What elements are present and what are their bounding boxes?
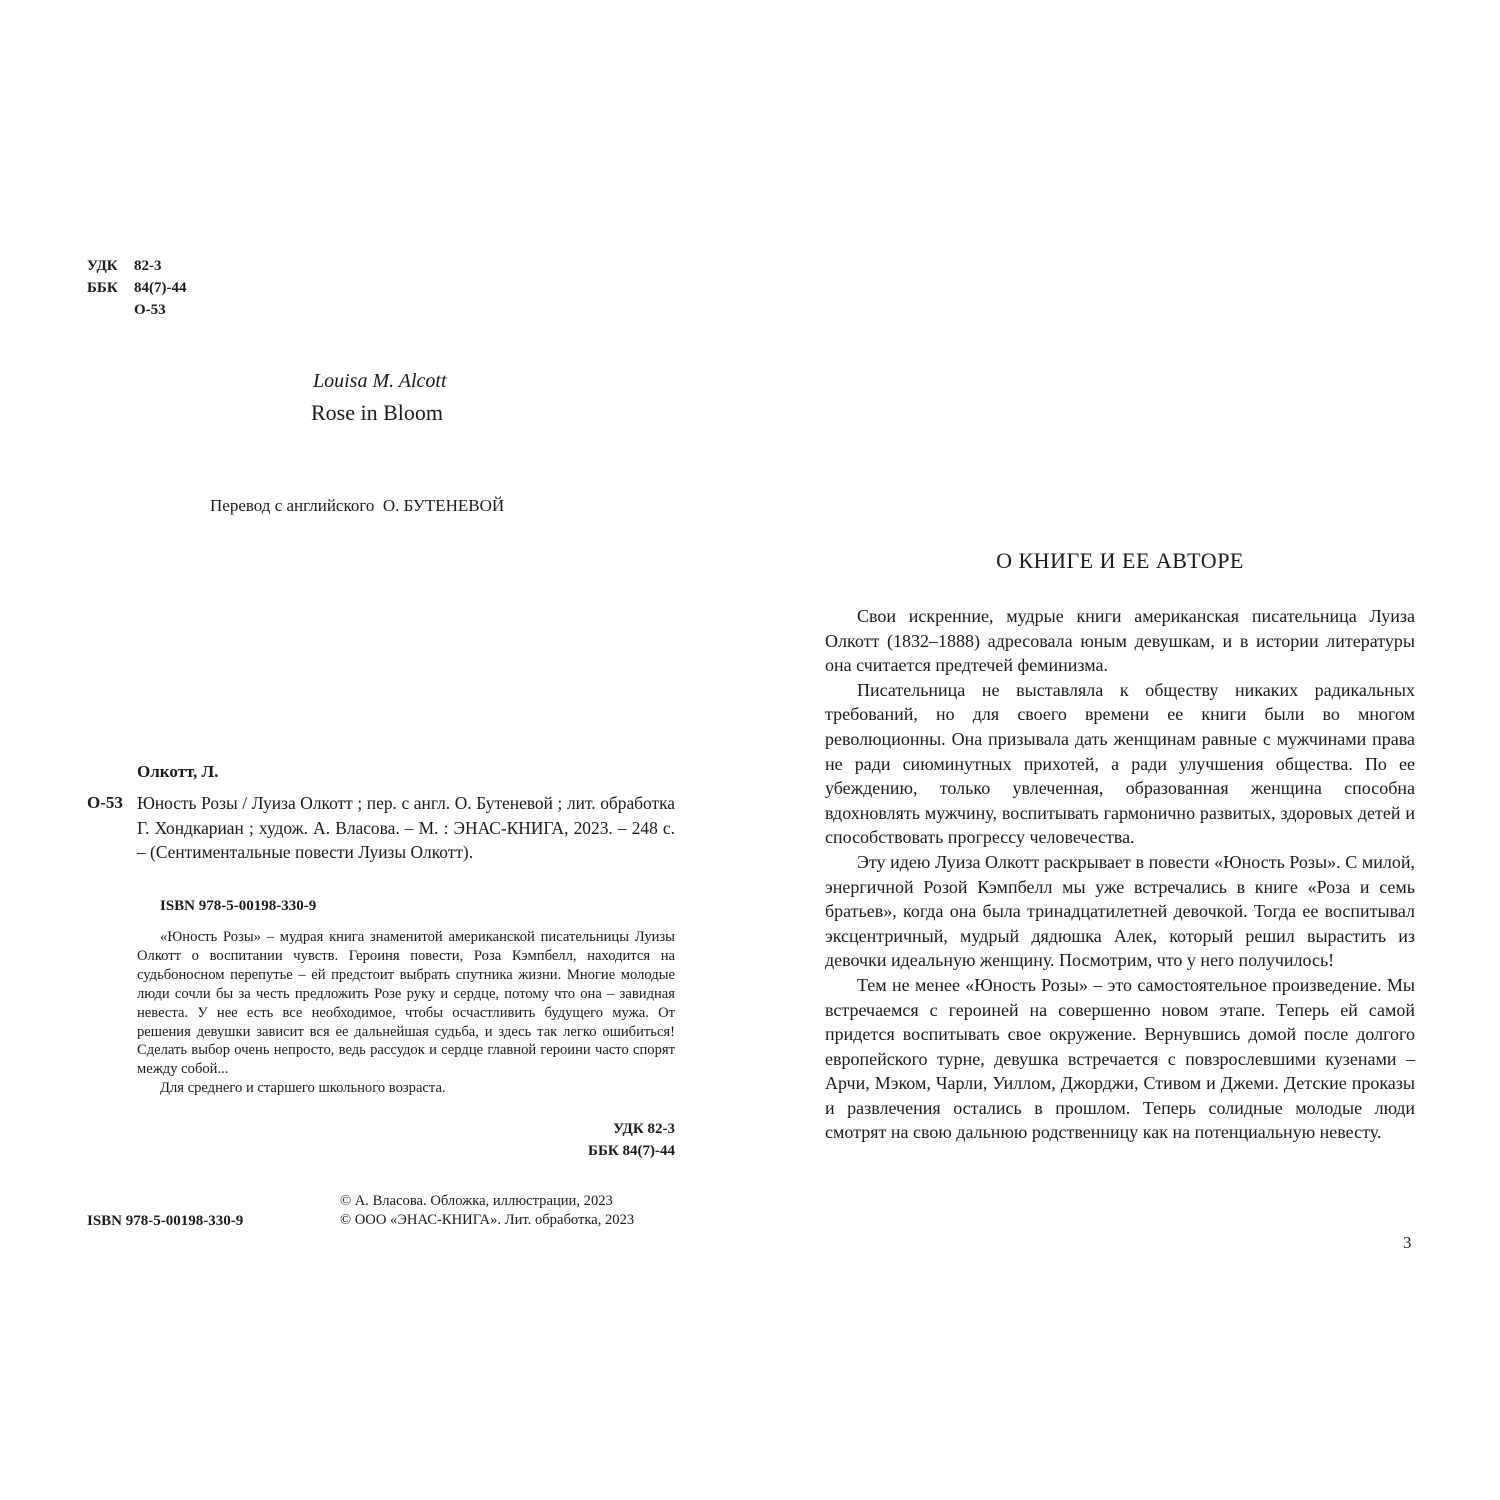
- bbk-value: 84(7)-44: [134, 280, 187, 296]
- body-paragraph: Свои искренние, мудрые книги американская писательница Луиза Олкотт (1832–1888) адресовала юным девушкам, и в истории литературы она считается предтечей феминизма.: [825, 606, 1415, 676]
- body-paragraph: Эту идею Луиза Олкотт раскрывает в повести «Юность Розы». С милой, энергичной Розой Кэмпбелл мы уже встречались в книге «Роза и семь братьев», когда она была тринадцатилетней девочкой. Тогда ее воспитывал эксцентричный, мудрый дядюшка Алек, который решил вырастить из девочки идеальную женщину. Посмотрим, что у него получилось!: [825, 851, 1415, 971]
- original-title: Rose in Bloom: [311, 400, 444, 425]
- card-isbn: ISBN 978-5-00198-330-9: [160, 898, 317, 914]
- chapter-heading: О КНИГЕ И ЕЕ АВТОРЕ: [996, 548, 1244, 573]
- card-audience: Для среднего и старшего школьного возраста.: [160, 1080, 446, 1097]
- card-annotation: «Юность Розы» – мудрая книга знаменитой американской писательницы Луизы Олкотт о воспитании чувств. Героиня повести, Роза Кэмпбелл, находится на судьбоносном перепутье – ей предстоит выбрать спутника жизни. Многие молодые люди сочли бы за честь предложить Розе руку и сердце, потому что она – завидная невеста. У нее есть все необходимое, чтобы осчастливить будущего мужа. От решения девушки зависит вся ее дальнейшая судьба, и здесь так легко ошибиться! Сделать выбор очень непросто, ведь рассудок и сердце главной героини часто спорят между собой...: [137, 929, 675, 1078]
- copyright-line: © А. Власова. Обложка, иллюстрации, 2023: [340, 1193, 613, 1209]
- card-bibliographic-description: Юность Розы / Луиза Олкотт ; пер. с англ. О. Бутеневой ; лит. обработка Г. Хондкариан ; худож. А. Власова. – М. : ЭНАС-КНИГА, 2023. – 248 с. – (Сентиментальные повести Луизы Олкотт).: [137, 793, 675, 863]
- isbn-bottom: ISBN 978-5-00198-330-9: [87, 1213, 244, 1229]
- translator-line: Перевод с английского О. БУТЕНЕВОЙ: [210, 496, 505, 515]
- bbk-label: ББК: [87, 280, 118, 296]
- classification-codes: [87, 255, 187, 321]
- card-classification-codes: [588, 1118, 675, 1162]
- udk-value: 82-3: [134, 258, 162, 274]
- card-udk: УДК 82-3: [613, 1121, 675, 1137]
- body-paragraph: Писательница не выставляла к обществу никаких радикальных требований, но для своего времени ее книги были во многом революционны. Она призывала дать женщинам равные с мужчинами права не ради сиюминутных прихотей, а ради улучшения общества. По ее убеждению, только увлеченная, образованная женщина способна вдохновлять мужчину, воспитывать гармонично развитых, здоровых детей и способствовать прогрессу человечества.: [825, 679, 1415, 848]
- original-author: Louisa M. Alcott: [313, 370, 447, 392]
- copyright-line: © ООО «ЭНАС-КНИГА». Лит. обработка, 2023: [340, 1212, 635, 1228]
- card-author-heading: Олкотт, Л.: [137, 762, 219, 781]
- copyright-block: [340, 1192, 634, 1230]
- udk-label: УДК: [87, 258, 118, 274]
- card-annotation-block: [137, 928, 675, 1098]
- author-mark: О-53: [134, 302, 166, 318]
- body-paragraph: Тем не менее «Юность Розы» – это самостоятельное произведение. Мы встречаемся с героиней на совершенно новом этапе. Теперь ей самой придется воспитывать свое окружение. Вернувшись домой после долгого европейского турне, девушка встречается с повзрослевшими кузенами – Арчи, Мэком, Чарли, Уиллом, Джорджи, Стивом и Джеми. Детские проказы и развлечения остались в прошлом. Теперь солидные молодые люди смотрят на свою дальнюю родственницу как на потенциальную невесту.: [825, 974, 1415, 1143]
- body-text: [825, 604, 1415, 1145]
- card-author-mark: О-53: [87, 793, 123, 812]
- page-number: 3: [1403, 1233, 1412, 1252]
- card-bbk: ББК 84(7)-44: [588, 1143, 675, 1159]
